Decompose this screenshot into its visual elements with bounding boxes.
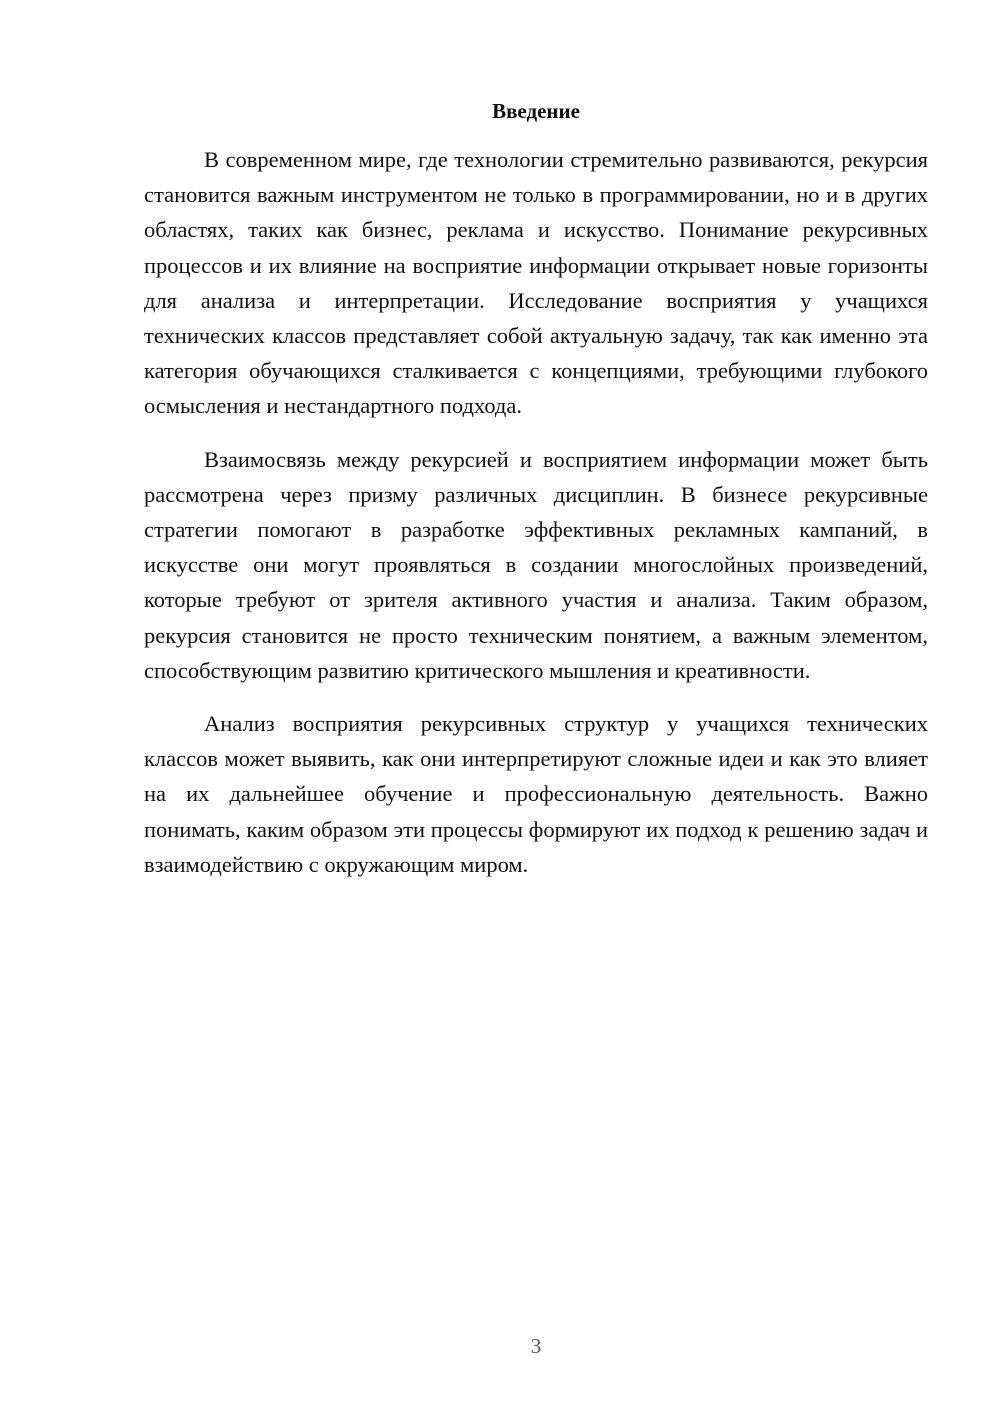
paragraph-3: Анализ восприятия рекурсивных структур у учащихся технических классов может выявить, как они интерпретируют сложные идеи и как это влияет на их дальнейшее обучение и профессиональную деятельность. Важно понимать, каким образом эти процессы формируют их подход к решению задач и взаимодействию с окружающим миром. [144, 711, 928, 877]
page-number: 3 [530, 1334, 542, 1358]
section-heading: Введение [492, 99, 580, 123]
paragraph-2: Взаимосвязь между рекурсией и восприятием информации может быть рассмотрена через призму различных дисциплин. В бизнесе рекурсивные стратегии помогают в разработке эффективных рекламных кампаний, в искусстве они могут проявляться в создании многослойных произведений, которые требуют от зрителя активного участия и анализа. Таким образом, рекурсия становится не просто техническим понятием, а важным элементом, способствующим развитию критического мышления и креативности. [144, 446, 928, 683]
paragraph-1: В современном мире, где технологии стремительно развиваются, рекурсия становится важным инструментом не только в программировании, но и в других областях, таких как бизнес, реклама и искусство. Понимание рекурсивных процессов и их влияние на восприятие информации открывает новые горизонты для анализа и интерпретации. Исследование восприятия у учащихся технических классов представляет собой актуальную задачу, так как именно эта категория обучающихся сталкивается с концепциями, требующими глубокого осмысления и нестандартного подхода. [144, 147, 928, 419]
document-body [144, 96, 928, 900]
